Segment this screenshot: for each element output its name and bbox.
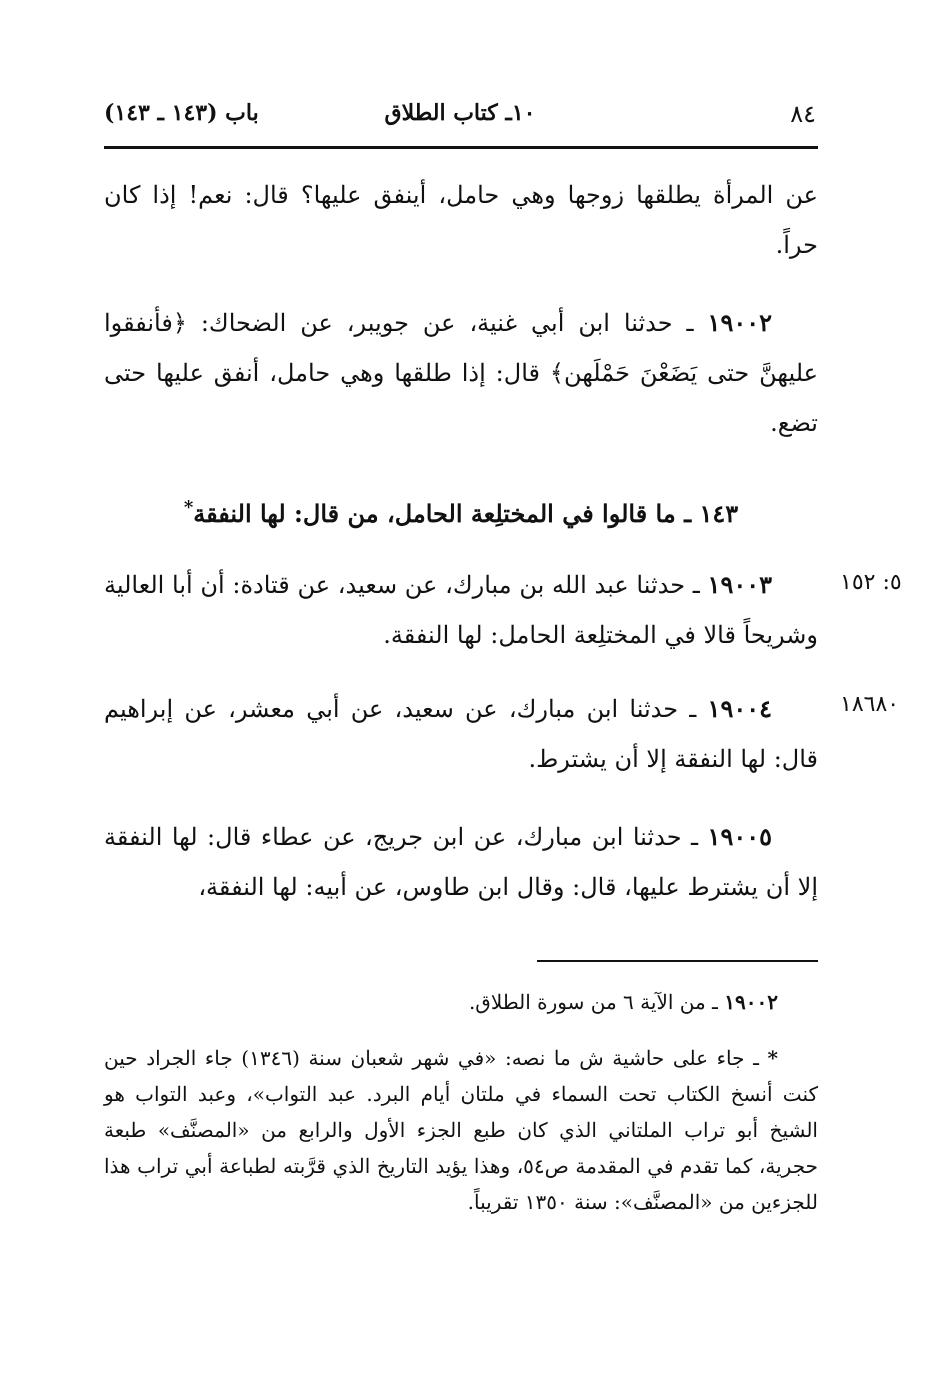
hadith-19003 — [104, 560, 818, 660]
section-heading — [104, 488, 818, 534]
hadith-19005 — [104, 812, 818, 912]
section-range: باب (١٤٣ ـ ١٤٣) — [104, 100, 259, 126]
page-number: ٨٤ — [790, 100, 816, 128]
footnote-2 — [104, 1040, 818, 1220]
hadith-number: ١٩٠٠٢ — [707, 308, 772, 337]
footnote-text: ـ جاء على حاشية ش ما نصه: «في شهر شعبان سنة (١٣٤٦) جاء الجراد حين كنت أنسخ الكتاب تحت السماء في ملتان أيام البرد. عبد التواب»، وعبد التواب هو الشيخ أبو تراب الملتاني الذي كان طبع الجزء الأول والرابع من «المصنَّف» طبعة حجرية، كما تقدم في المقدمة ص٥٤، وهذا يؤيد التاريخ الذي قرَّبته لطباعة أبي تراب هذا للجزءين من «المصنَّف»: سنة ١٣٥٠ تقريباً. — [104, 1046, 818, 1214]
margin-note: ٥: ١٥٢ — [840, 570, 902, 595]
hadith-19004 — [104, 684, 818, 784]
hadith-19002 — [104, 298, 818, 448]
running-header — [104, 96, 816, 136]
margin-note: ١٨٦٨٠ — [840, 692, 900, 717]
footnote-text: ـ من الآية ٦ من سورة الطلاق. — [468, 990, 725, 1014]
footnote-mark: * — [183, 497, 194, 518]
paragraph-continuation: عن المرأة يطلقها زوجها وهي حامل، أينفق عليها؟ قال: نعم! إذا كان حراً. — [104, 181, 818, 259]
section-heading-text: ١٤٣ ـ ما قالوا في المختلِعة الحامل، من قال: لها النفقة — [193, 499, 739, 528]
hadith-text: ـ حدثنا ابن مبارك، عن سعيد، عن أبي معشر، عن إبراهيم قال: لها النفقة إلا أن يشترط. — [104, 695, 818, 773]
footnote-number: ١٩٠٠٢ — [724, 990, 778, 1014]
hadith-number: ١٩٠٠٤ — [707, 694, 772, 723]
footnote-mark: * — [767, 1046, 778, 1070]
footnote-rule — [537, 960, 818, 962]
hadith-text: ـ حدثنا عبد الله بن مبارك، عن سعيد، عن قتادة: أن أبا العالية وشريحاً قالا في المختلِعة الحامل: لها النفقة. — [104, 571, 818, 649]
hadith-text: ـ حدثنا ابن أبي غنية، عن جويبر، عن الضحاك: ﴿فأنفقوا عليهنَّ حتى يَضَعْنَ حَمْلَهن﴾ قال: إذا طلقها وهي حامل، أنفق عليها حتى تضع. — [104, 309, 818, 437]
hadith-number: ١٩٠٠٥ — [707, 822, 772, 851]
book-title: ١٠ـ كتاب الطلاق — [384, 100, 536, 126]
footnote-1 — [104, 984, 818, 1020]
hadith-number: ١٩٠٠٣ — [707, 570, 772, 599]
hadith-text: ـ حدثنا ابن مبارك، عن ابن جريج، عن عطاء قال: لها النفقة إلا أن يشترط عليها، قال: وقال ابن طاوس، عن أبيه: لها النفقة، — [104, 823, 818, 901]
header-rule — [104, 146, 818, 149]
